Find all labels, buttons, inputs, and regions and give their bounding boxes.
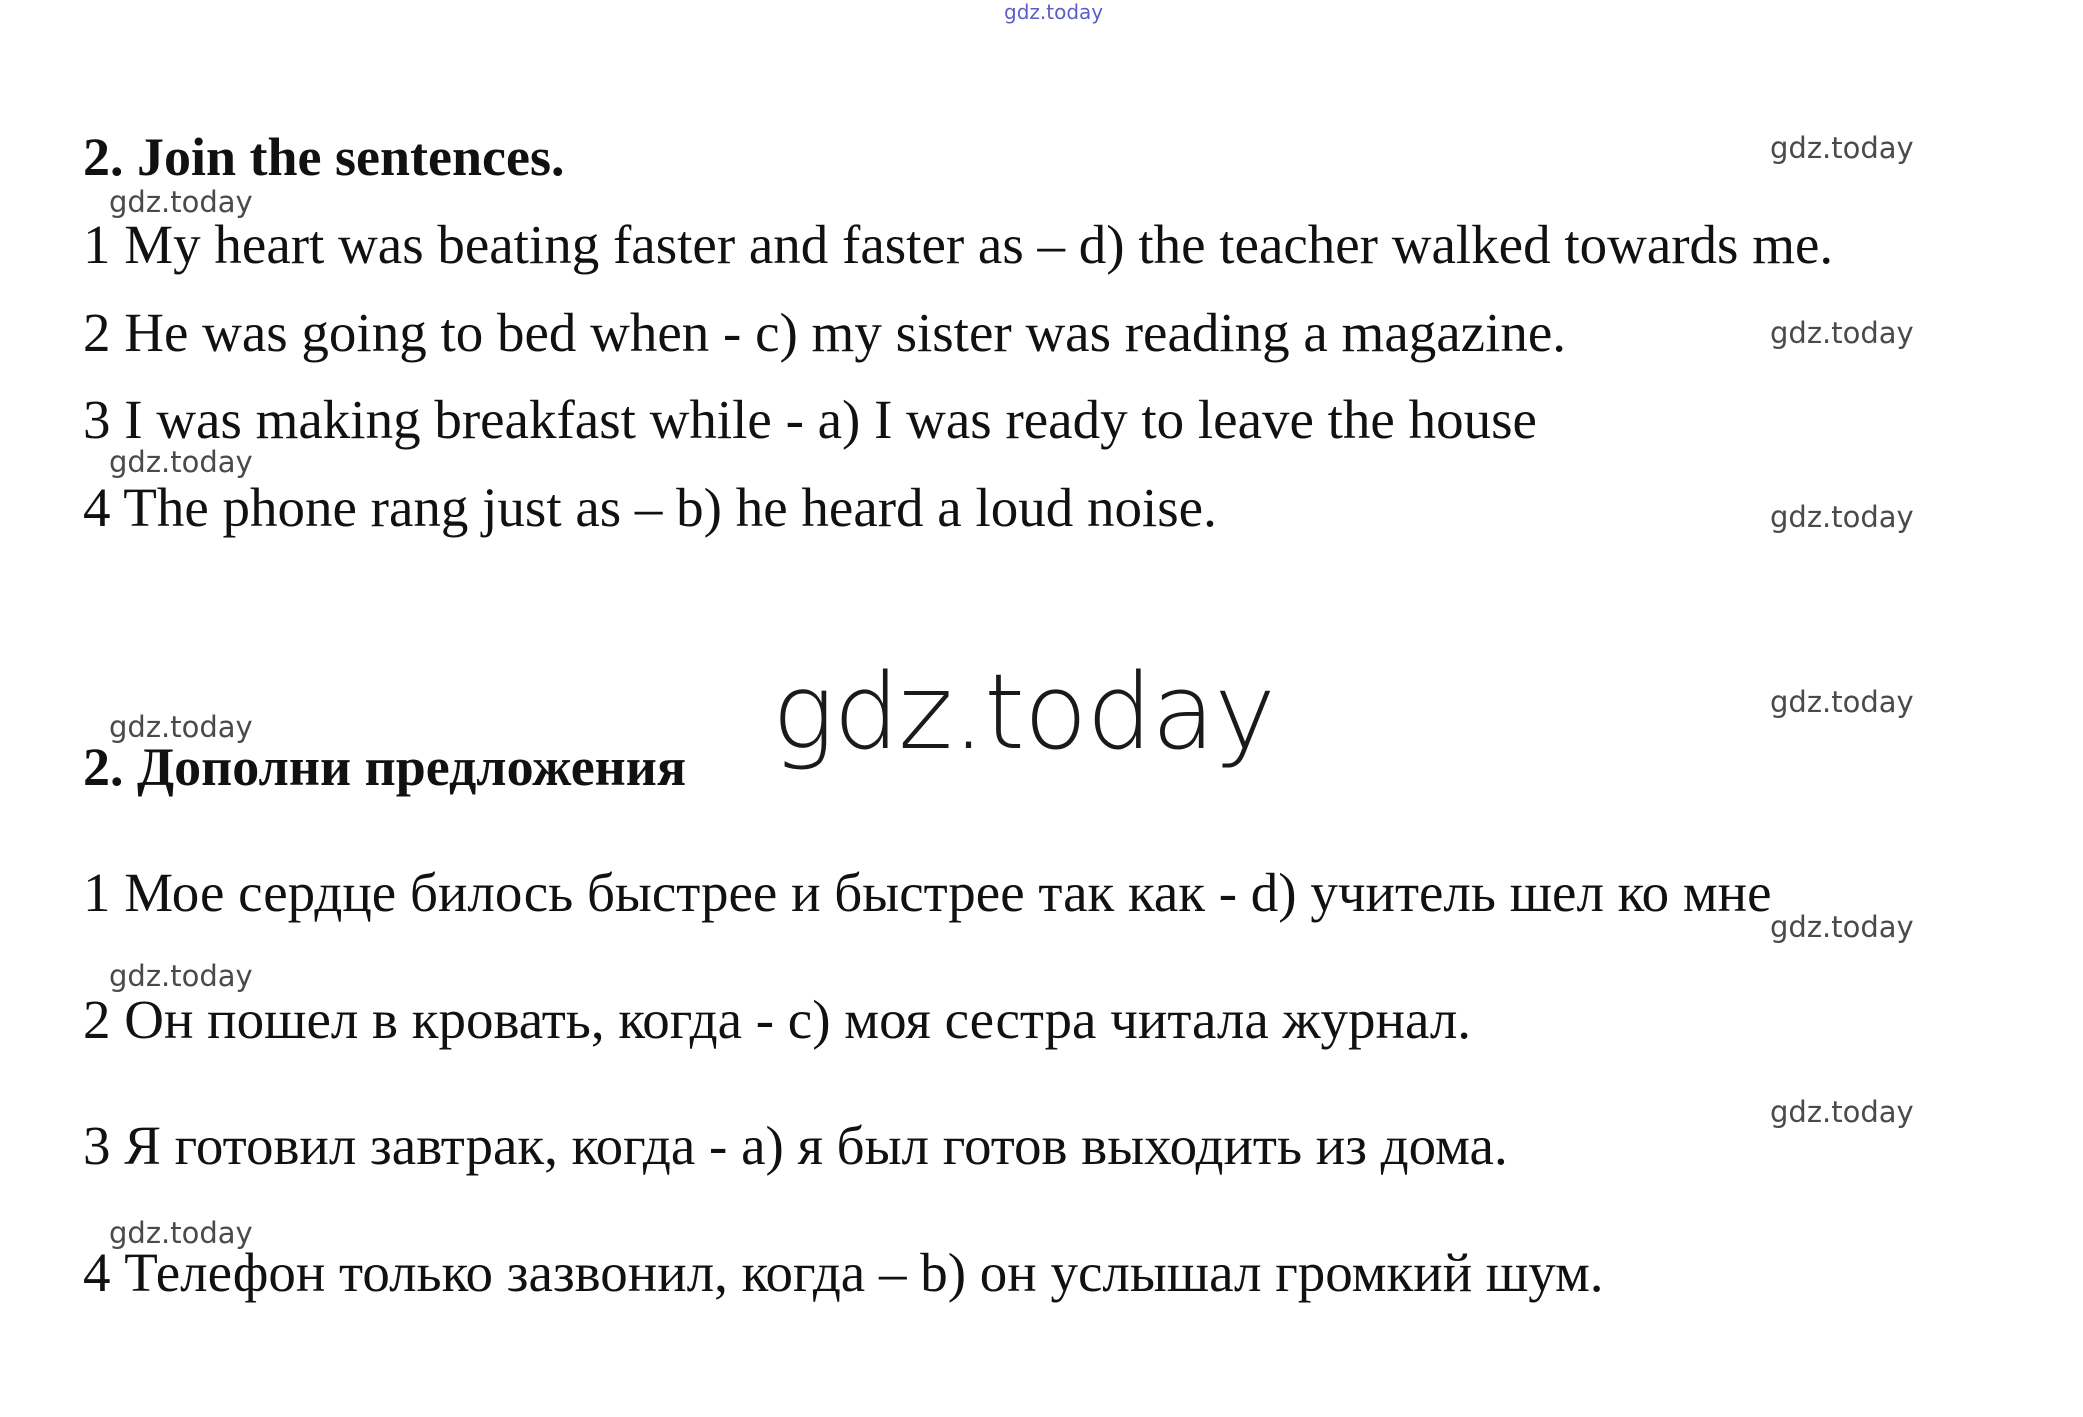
watermark-left: gdz.today — [109, 445, 253, 479]
watermark-right: gdz.today — [1770, 1095, 1914, 1129]
english-sentence-1: 1 My heart was beating faster and faster as – d) the teacher walked towards me. — [83, 214, 1834, 275]
watermark-right: gdz.today — [1770, 910, 1914, 944]
russian-sentence-4: 4 Телефон только зазвонил, когда – b) он услышал громкий шум. — [83, 1242, 1604, 1303]
exercise-heading-russian: 2. Дополни предложения — [83, 737, 687, 797]
watermark-right: gdz.today — [1770, 500, 1914, 534]
watermark-right: gdz.today — [1770, 685, 1914, 719]
watermark-right: gdz.today — [1770, 131, 1914, 165]
watermark-top: gdz.today — [1004, 0, 1104, 24]
watermark-right: gdz.today — [1770, 316, 1914, 350]
english-sentence-3: 3 I was making breakfast while - a) I was ready to leave the house — [83, 389, 1537, 450]
russian-sentence-1: 1 Мое сердце билось быстрее и быстрее так как - d) учитель шел ко мне — [83, 862, 1772, 923]
english-sentence-2: 2 He was going to bed when - c) my sister was reading a magazine. — [83, 302, 1567, 363]
russian-sentence-3: 3 Я готовил завтрак, когда - а) я был готов выходить из дома. — [83, 1115, 1508, 1176]
english-sentence-4: 4 The phone rang just as – b) he heard a loud noise. — [83, 477, 1217, 538]
watermark-left: gdz.today — [109, 1216, 253, 1250]
watermark-large: gdz.today — [772, 651, 1275, 773]
watermark-left: gdz.today — [109, 185, 253, 219]
watermark-left: gdz.today — [109, 959, 253, 993]
exercise-heading-english: 2. Join the sentences. — [83, 127, 565, 187]
russian-sentence-2: 2 Он пошел в кровать, когда - с) моя сестра читала журнал. — [83, 989, 1472, 1050]
watermark-left: gdz.today — [109, 710, 253, 744]
